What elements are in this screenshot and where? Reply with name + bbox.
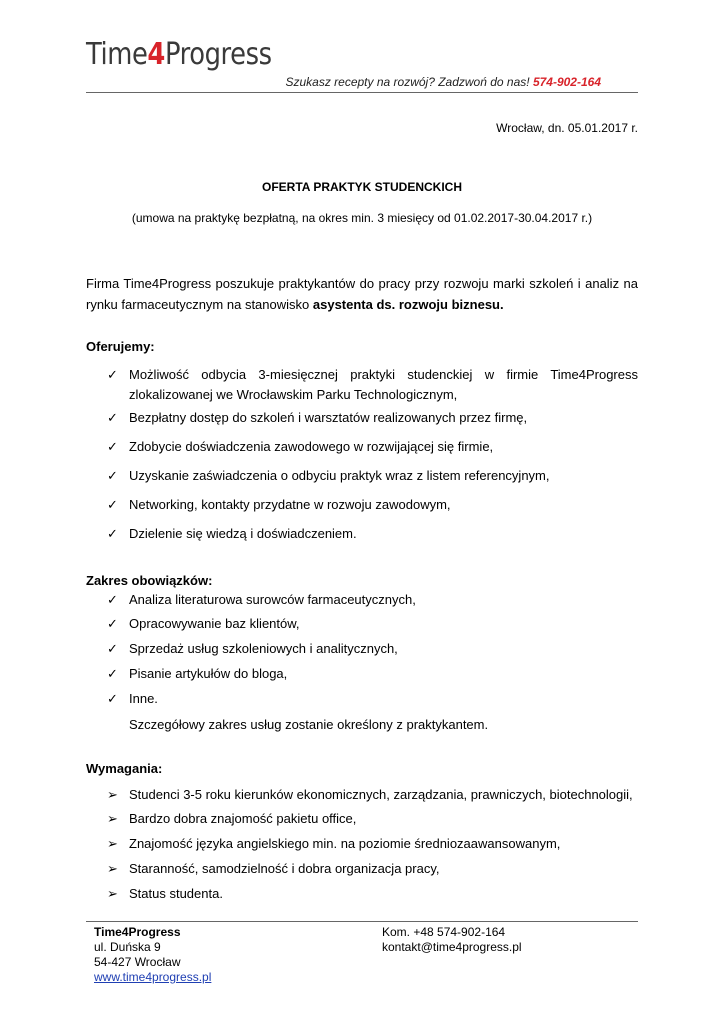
offer-item: ✓ Zdobycie doświadczenia zawodowego w rozwijającej się firmie, (107, 437, 638, 457)
checkmark-icon: ✓ (107, 526, 118, 541)
checkmark-icon: ✓ (107, 439, 118, 454)
duty-item: ✓ Opracowywanie baz klientów, (107, 614, 638, 634)
offer-item: ✓ Możliwość odbycia 3-miesięcznej praktyki studenckiej w firmie Time4Progress zlokalizowanej we Wrocławskim Parku Technologicznym, (107, 367, 638, 402)
footer-phone: Kom. +48 574-902-164 (382, 925, 506, 939)
footer-street: ul. Duńska 9 (94, 940, 161, 954)
tagline-text: Szukasz recepty na rozwój? Zadzwoń do nas! (285, 75, 530, 89)
duty-item: ✓ Sprzedaż usług szkoleniowych i analitycznych, (107, 639, 638, 659)
checkmark-icon: ✓ (107, 691, 118, 706)
checkmark-icon: ✓ (107, 410, 118, 425)
document-date: Wrocław, dn. 05.01.2017 r. (496, 121, 638, 135)
footer-contact (382, 925, 522, 955)
requirement-item: ➢ Bardzo dobra znajomość pakietu office, (107, 809, 638, 829)
document-subtitle: (umowa na praktykę bezpłatną, na okres min. 3 miesięcy od 01.02.2017-30.04.2017 r.) (131, 211, 593, 225)
offer-heading: Oferujemy: (86, 339, 155, 354)
checkmark-icon: ✓ (107, 497, 118, 512)
logo-text-progress: Progress (164, 37, 272, 72)
requirement-item: ➢ Studenci 3-5 roku kierunków ekonomicznych, zarządzania, prawniczych, biotechnologii, (107, 785, 638, 805)
footer-company: Time4Progress (94, 925, 181, 939)
footer-address (94, 925, 211, 985)
offer-item: ✓ Networking, kontakty przydatne w rozwoju zawodowym, (107, 495, 638, 515)
header-tagline (86, 75, 601, 89)
checkmark-icon: ✓ (107, 468, 118, 483)
footer-divider (86, 921, 638, 922)
company-logo (86, 37, 272, 72)
duty-item: ✓ Analiza literaturowa surowców farmaceutycznych, (107, 590, 638, 610)
arrow-right-icon: ➢ (107, 861, 118, 876)
duty-item: ✓ Inne. (107, 689, 638, 709)
header-divider (86, 92, 638, 93)
arrow-right-icon: ➢ (107, 811, 118, 826)
duty-item: ✓ Pisanie artykułów do bloga, (107, 664, 638, 684)
document-title: OFERTA PRAKTYK STUDENCKICH (262, 180, 462, 194)
footer-email: kontakt@time4progress.pl (382, 940, 522, 954)
arrow-right-icon: ➢ (107, 787, 118, 802)
arrow-right-icon: ➢ (107, 886, 118, 901)
requirements-heading: Wymagania: (86, 761, 163, 776)
duties-note: Szczegółowy zakres usług zostanie określony z praktykantem. (129, 717, 489, 732)
requirement-item: ➢ Status studenta. (107, 884, 638, 904)
checkmark-icon: ✓ (107, 367, 118, 382)
footer-city: 54-427 Wrocław (94, 955, 181, 969)
intro-paragraph (86, 273, 638, 315)
checkmark-icon: ✓ (107, 641, 118, 656)
offer-item: ✓ Dzielenie się wiedzą i doświadczeniem. (107, 524, 638, 544)
checkmark-icon: ✓ (107, 616, 118, 631)
requirement-item: ➢ Znajomość języka angielskiego min. na poziomie średniozaawansowanym, (107, 834, 638, 854)
arrow-right-icon: ➢ (107, 836, 118, 851)
intro-text: Firma Time4Progress poszukuje praktykantów do pracy przy rozwoju marki szkoleń i analiz na rynku farmaceutycznym na stanowisko (86, 276, 638, 312)
logo-text-time: Time (86, 37, 148, 72)
logo-text-four: 4 (147, 37, 165, 72)
checkmark-icon: ✓ (107, 592, 118, 607)
checkmark-icon: ✓ (107, 666, 118, 681)
offer-item: ✓ Uzyskanie zaświadczenia o odbyciu praktyk wraz z listem referencyjnym, (107, 466, 638, 486)
footer-website-link[interactable]: www.time4progress.pl (94, 970, 212, 984)
requirement-item: ➢ Staranność, samodzielność i dobra organizacja pracy, (107, 859, 638, 879)
offer-item: ✓ Bezpłatny dostęp do szkoleń i warsztatów realizowanych przez firmę, (107, 408, 638, 428)
header-phone: 574-902-164 (532, 75, 601, 89)
duties-heading: Zakres obowiązków: (86, 573, 213, 588)
intro-position: asystenta ds. rozwoju biznesu. (312, 297, 504, 312)
